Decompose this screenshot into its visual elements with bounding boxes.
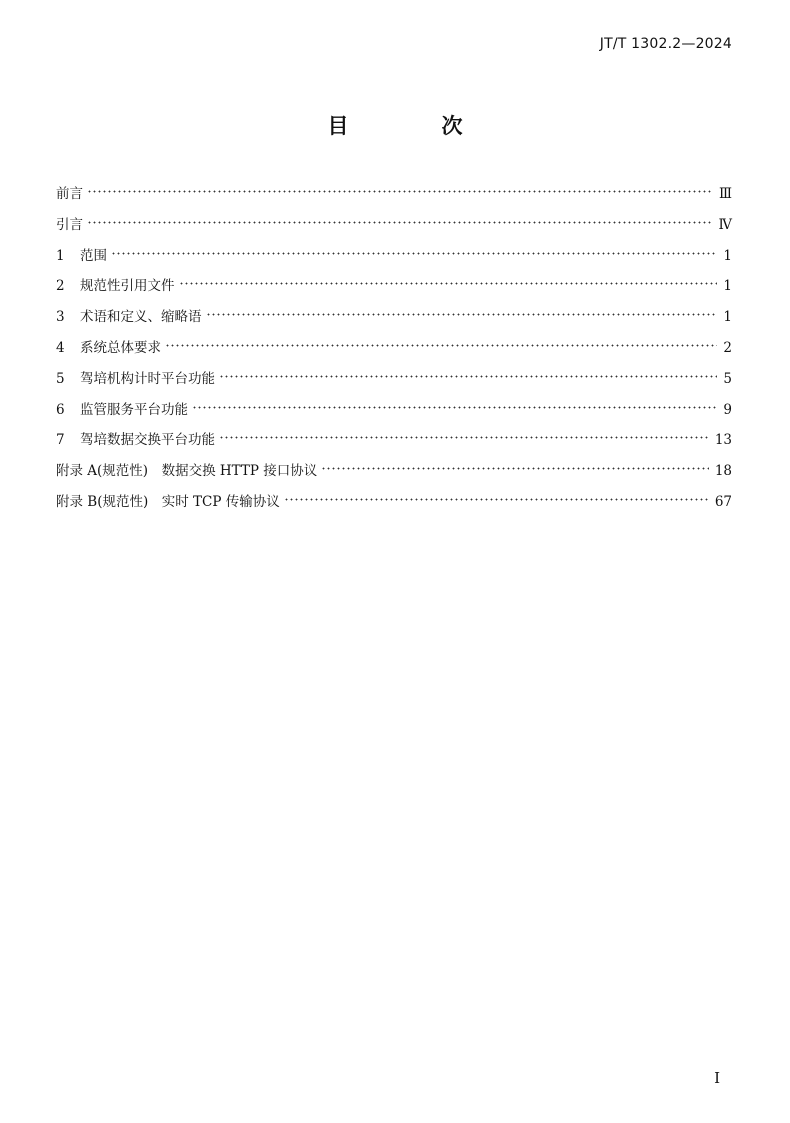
toc-entry-label: 附录 B(规范性) 实时 TCP 传输协议 bbox=[56, 493, 280, 510]
toc-entry-terms-definitions[interactable] bbox=[56, 301, 732, 332]
toc-leader-dots bbox=[87, 208, 713, 228]
toc-entry-label: 系统总体要求 bbox=[80, 339, 161, 356]
toc-entry-scope[interactable] bbox=[56, 240, 732, 271]
toc-leader-dots bbox=[206, 300, 718, 320]
toc-entry-label: 前言 bbox=[56, 186, 83, 202]
toc-entry-normative-references[interactable] bbox=[56, 270, 732, 301]
toc-entry-label: 监管服务平台功能 bbox=[80, 401, 188, 418]
toc-entry-page: 2 bbox=[723, 339, 732, 356]
toc-leader-dots bbox=[87, 177, 713, 197]
toc-leader-dots bbox=[321, 454, 709, 474]
toc-entry-page: 18 bbox=[714, 463, 732, 480]
toc-leader-dots bbox=[111, 239, 717, 259]
toc-entry-number: 1 bbox=[56, 247, 65, 264]
toc-entry-number: 7 bbox=[56, 432, 65, 449]
toc-entry-data-exchange-platform[interactable] bbox=[56, 424, 732, 455]
toc-entry-label: 附录 A(规范性) 数据交换 HTTP 接口协议 bbox=[56, 463, 318, 480]
document-code: JT/T 1302.2—2024 bbox=[599, 36, 732, 52]
toc-entry-number: 6 bbox=[56, 401, 65, 418]
toc-entry-page: Ⅳ bbox=[718, 216, 732, 233]
toc-entry-number: 2 bbox=[56, 278, 65, 295]
toc-entry-number: 3 bbox=[56, 309, 65, 326]
toc-entry-label: 规范性引用文件 bbox=[80, 278, 175, 295]
toc-leader-dots bbox=[219, 362, 717, 382]
page-number: I bbox=[714, 1069, 720, 1087]
toc-leader-dots bbox=[179, 269, 718, 289]
toc-entry-page: 1 bbox=[723, 278, 732, 295]
toc-entry-appendix-b[interactable] bbox=[56, 486, 732, 517]
toc-entry-number: 4 bbox=[56, 339, 65, 356]
toc-entry-page: 13 bbox=[714, 432, 732, 449]
toc-leader-dots bbox=[165, 331, 717, 351]
toc-entry-label: 驾培数据交换平台功能 bbox=[80, 432, 215, 449]
toc-entry-label: 驾培机构计时平台功能 bbox=[80, 370, 215, 387]
table-of-contents bbox=[56, 178, 732, 517]
toc-entry-label: 范围 bbox=[80, 247, 107, 264]
toc-entry-page: 9 bbox=[723, 401, 732, 418]
toc-entry-number: 5 bbox=[56, 370, 65, 387]
toc-entry-introduction[interactable] bbox=[56, 209, 732, 240]
toc-entry-page: 67 bbox=[714, 493, 732, 510]
toc-leader-dots bbox=[192, 393, 717, 413]
toc-entry-page: Ⅲ bbox=[718, 186, 732, 202]
toc-entry-appendix-a[interactable] bbox=[56, 455, 732, 486]
toc-entry-foreword[interactable] bbox=[56, 178, 732, 209]
toc-entry-page: 5 bbox=[723, 370, 732, 387]
toc-entry-timing-platform[interactable] bbox=[56, 363, 732, 394]
toc-title: 目 次 bbox=[327, 114, 499, 138]
toc-entry-label: 引言 bbox=[56, 216, 83, 233]
toc-entry-system-requirements[interactable] bbox=[56, 332, 732, 363]
toc-entry-label: 术语和定义、缩略语 bbox=[80, 309, 202, 326]
toc-entry-page: 1 bbox=[723, 247, 732, 264]
toc-entry-supervision-platform[interactable] bbox=[56, 394, 732, 425]
toc-entry-page: 1 bbox=[723, 309, 732, 326]
toc-leader-dots bbox=[219, 423, 709, 443]
toc-leader-dots bbox=[284, 485, 709, 505]
